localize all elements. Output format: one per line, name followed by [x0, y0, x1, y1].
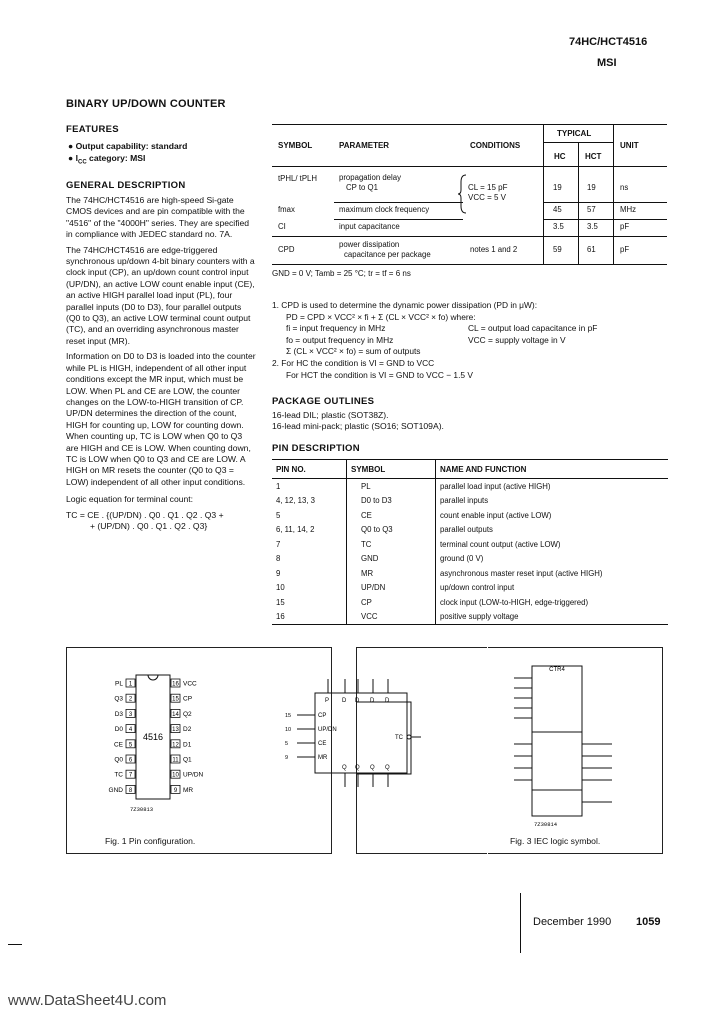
note-2a: 2. For HC the condition is VI = GND to VCC [272, 358, 435, 369]
logic-symbol-drawing [270, 665, 440, 805]
table-row [272, 552, 668, 567]
pin-number: 15 [285, 713, 292, 719]
note-legend [272, 323, 672, 358]
note-equation: PD = CPD × VCC² × fi + Σ (CL × VCC² × fo) where: [286, 311, 476, 322]
input-label: P [325, 698, 330, 704]
row-parameter-detail: CP to Q1 [346, 183, 378, 192]
pin-number: 5 [128, 742, 133, 749]
row-symbol: CI [278, 222, 286, 231]
pin-number: 1 [272, 479, 347, 494]
table-row [272, 566, 668, 581]
col-conditions: CONDITIONS [470, 141, 521, 150]
part-number: 74HC/HCT4516 [569, 36, 648, 48]
table-row [272, 610, 668, 625]
condition-pd: notes 1 and 2 [470, 245, 518, 254]
pin-number: 9 [272, 566, 347, 581]
figure-code: 7Z30814 [534, 821, 558, 828]
pin-number: 10 [272, 581, 347, 596]
table-row [272, 537, 668, 552]
pin-label: CE [113, 741, 123, 749]
table-footer: GND = 0 V; Tamb = 25 °C; tr = tf = 6 ns [272, 269, 411, 278]
input-label: MR [318, 755, 328, 761]
row-parameter: input capacitance [339, 222, 400, 231]
row-parameter: power dissipation [339, 240, 400, 249]
row-hct: 3.5 [587, 222, 598, 231]
output-label: Q [342, 765, 347, 771]
feature-item: ● Output capability: standard [68, 141, 188, 151]
figure-caption: Fig. 1 Pin configuration. [105, 836, 196, 846]
note-2b: For HCT the condition is VI = GND to VCC − 1.5 V [286, 369, 473, 380]
feature-item: ● $I_{CC}$ category: MSI [68, 153, 146, 166]
pin-function: parallel outputs [440, 525, 493, 535]
note-cl: CL = output load capacitance in pF [468, 323, 598, 334]
watermark: www.DataSheet4U.com [8, 992, 167, 1009]
pin-label: MR [183, 786, 194, 794]
iec-block [532, 666, 582, 816]
pin-label: D1 [183, 741, 192, 749]
pin-function: asynchronous master reset input (active HIGH) [440, 568, 603, 578]
pin-function: terminal count output (active LOW) [440, 539, 561, 549]
pin-function: count enable input (active LOW) [440, 510, 552, 520]
input-label: CP [318, 713, 327, 719]
row-hc: 45 [553, 205, 562, 214]
paragraph: The 74HC/HCT4516 are high-speed Si-gate CMOS devices and are pin compatible with the "4516" of the "4000H" series. They are specified in compliance with JEDEC standard no. 7A. [66, 195, 250, 240]
logic-equation-line: + (UP/DN) . Q0 . Q1 . Q2 . Q3} [90, 520, 208, 531]
pin-symbol: PL [347, 479, 436, 494]
condition-vcc: VCC = 5 V [468, 193, 507, 202]
pin-number: 13 [172, 727, 179, 734]
figure-iec-symbol [488, 647, 663, 854]
logic-equation-line: TC = CE . {(UP/DN) . Q0 . Q1 . Q2 . Q3 + [66, 509, 224, 520]
col-typical: TYPICAL [557, 129, 592, 138]
row-parameter-detail: capacitance per package [344, 250, 431, 259]
figure-caption: Fig. 3 IEC logic symbol. [510, 836, 601, 846]
input-label: D [342, 698, 347, 704]
pin-label: TC [114, 771, 123, 779]
category-label: MSI [597, 57, 617, 69]
input-label: D [385, 698, 390, 704]
table-row [272, 494, 668, 509]
output-label: Q [370, 765, 375, 771]
pin-function: up/down control input [440, 583, 515, 593]
inversion-icon [407, 735, 411, 739]
pin-symbol: CE [347, 508, 436, 523]
pin-number: 8 [128, 787, 133, 794]
col-symbol: SYMBOL [347, 460, 436, 479]
page-title: BINARY UP/DOWN COUNTER [66, 98, 226, 110]
pin-number: 1 [128, 681, 133, 688]
package-line: 16-lead DIL; plastic (SOT38Z). [272, 410, 389, 420]
pin-number: 9 [285, 755, 289, 761]
row-hc: 19 [553, 183, 562, 192]
col-hct: HCT [585, 152, 602, 161]
pin-function: positive supply voltage [440, 612, 519, 622]
table-row [272, 508, 668, 523]
footer-rule [520, 893, 521, 953]
logic-symbol [270, 665, 440, 810]
pin-number: 3 [128, 711, 133, 718]
pin-label: D2 [183, 726, 192, 734]
pin-label: Q1 [183, 756, 192, 764]
pin-label: Q3 [114, 695, 123, 703]
pin-number: 5 [285, 741, 289, 747]
row-hc: 3.5 [553, 222, 564, 231]
pin-symbol: D0 to D3 [347, 494, 436, 509]
pin-number: 10 [285, 727, 292, 733]
row-hct: 61 [587, 245, 596, 254]
pin-number: 5 [272, 508, 347, 523]
row-symbol: fmax [278, 205, 295, 214]
pin-number: 14 [172, 711, 179, 718]
input-label: CE [318, 741, 327, 747]
pin-number: 12 [172, 742, 179, 749]
logic-block [315, 693, 407, 773]
pin-number: 6, 11, 14, 2 [272, 523, 347, 538]
footer-date: December 1990 [533, 916, 612, 928]
general-description [66, 195, 256, 532]
pin-symbol: Q0 to Q3 [347, 523, 436, 538]
row-hct: 57 [587, 205, 596, 214]
col-name: NAME AND FUNCTION [440, 464, 527, 474]
pin-number: 16 [272, 610, 347, 625]
features-heading: FEATURES [66, 124, 119, 135]
page-number: 1059 [636, 916, 661, 928]
condition-cl: CL = 15 pF [468, 183, 508, 192]
paragraph: The 74HC/HCT4516 are edge-triggered synchronous up/down 4-bit binary counters with a clock input (CP), an up/down count control input (UP/DN), an active LOW count enable input (CE), an active HIGH parallel load input (PL), four parallel inputs (D0 to D3), four parallel outputs (Q0 to Q3), an active LOW terminal count output (TC), and an overriding asynchronous master reset input (MR). [66, 244, 255, 346]
output-label: Q [385, 765, 390, 771]
note-sum: Σ (CL × VCC² × fo) = sum of outputs [286, 346, 421, 357]
input-label: UP/DN [318, 727, 337, 733]
chip-label: 4516 [142, 732, 164, 742]
pin-number: 4 [128, 727, 133, 734]
pin-symbol: MR [347, 566, 436, 581]
logic-equation-label: Logic equation for terminal count: [66, 494, 194, 505]
package-heading: PACKAGE OUTLINES [272, 396, 375, 407]
pin-number: 4, 12, 13, 3 [272, 494, 347, 509]
pin-function: parallel inputs [440, 496, 489, 506]
row-unit: MHz [620, 205, 637, 214]
pin-number: 8 [272, 552, 347, 567]
pin-label: CP [183, 695, 193, 703]
pin-number: 10 [172, 772, 179, 779]
general-description-heading: GENERAL DESCRIPTION [66, 180, 186, 191]
table-row [272, 479, 668, 494]
pin-function: ground (0 V) [440, 554, 484, 564]
pin-label: Q2 [183, 710, 192, 718]
pin-label: D3 [114, 710, 123, 718]
pin-symbol: GND [347, 552, 436, 567]
pin-symbol: TC [347, 537, 436, 552]
row-hct: 19 [587, 183, 596, 192]
col-pin-no: PIN NO. [272, 460, 347, 479]
paragraph: Information on D0 to D3 is loaded into the counter while PL is HIGH, independent of all other input conditions except the MR input, which must be LOW. When PL and CE are LOW, the counter changes on the LOW-to-HIGH transition of CP. UP/DN determines the direction of the count, HIGH for counting up, LOW for counting down. When counting up, TC is LOW when Q0 to Q3 are HIGH and CE is LOW. When counting down, TC is LOW when Q0 to Q3 and CE are LOW. A HIGH on MR resets the counter (Q0 to Q3 = LOW) independent of all other input conditions. [66, 351, 256, 487]
pin-number: 9 [173, 787, 178, 794]
brace-icon [458, 174, 468, 214]
pin-number: 15 [172, 696, 179, 703]
pin-number: 6 [128, 757, 133, 764]
row-hc: 59 [553, 245, 562, 254]
pin-number: 2 [128, 696, 133, 703]
pin-label: PL [115, 680, 123, 688]
pin-symbol: VCC [347, 610, 436, 625]
pin-description-heading: PIN DESCRIPTION [272, 443, 360, 454]
pin-label: VCC [183, 680, 197, 688]
input-label: D [355, 698, 360, 704]
note-1: 1. CPD is used to determine the dynamic power dissipation (PD in μW): [272, 300, 538, 310]
pin-function: parallel load input (active HIGH) [440, 481, 551, 491]
table-row [272, 595, 668, 610]
pin-number: 16 [172, 681, 179, 688]
figure-code: 7Z30813 [130, 806, 154, 813]
col-symbol: SYMBOL [278, 141, 313, 150]
pin-description-table [272, 459, 668, 625]
pin-number: 7 [272, 537, 347, 552]
row-parameter: propagation delay [339, 173, 401, 182]
col-hc: HC [554, 152, 566, 161]
notes [272, 300, 672, 381]
pin-number: 11 [172, 757, 179, 764]
row-parameter: maximum clock frequency [339, 205, 430, 214]
col-unit: UNIT [620, 141, 639, 150]
counter-label: CTR4 [549, 667, 565, 673]
row-symbol: tPHL/ tPLH [278, 174, 317, 183]
col-parameter: PARAMETER [339, 141, 390, 150]
note-fi: fi = input frequency in MHz [286, 323, 386, 334]
pin-number: 7 [128, 772, 133, 779]
input-label: D [370, 698, 375, 704]
pin-label: GND [108, 786, 123, 794]
pin-symbol: UP/DN [347, 581, 436, 596]
package-line: 16-lead mini-pack; plastic (SO16; SOT109A). [272, 421, 444, 431]
note-vcc: VCC = supply voltage in V [468, 334, 566, 345]
pin-number: 15 [272, 595, 347, 610]
row-unit: ns [620, 183, 629, 192]
output-label: TC [395, 735, 403, 741]
footer-mark [8, 944, 22, 945]
table-row [272, 581, 668, 596]
iec-symbol-diagram [488, 648, 662, 853]
pin-label: Q0 [114, 756, 123, 764]
pin-label: UP/DN [183, 771, 204, 779]
row-unit: pF [620, 222, 630, 231]
row-symbol: CPD [278, 245, 295, 254]
pin-function: clock input (LOW-to-HIGH, edge-triggered) [440, 597, 589, 607]
notch-icon [148, 675, 158, 680]
table-row [272, 523, 668, 538]
output-label: Q [355, 765, 360, 771]
note-fo: fo = output frequency in MHz [286, 334, 394, 345]
pin-symbol: CP [347, 595, 436, 610]
pin-label: D0 [114, 726, 123, 734]
row-unit: pF [620, 245, 630, 254]
